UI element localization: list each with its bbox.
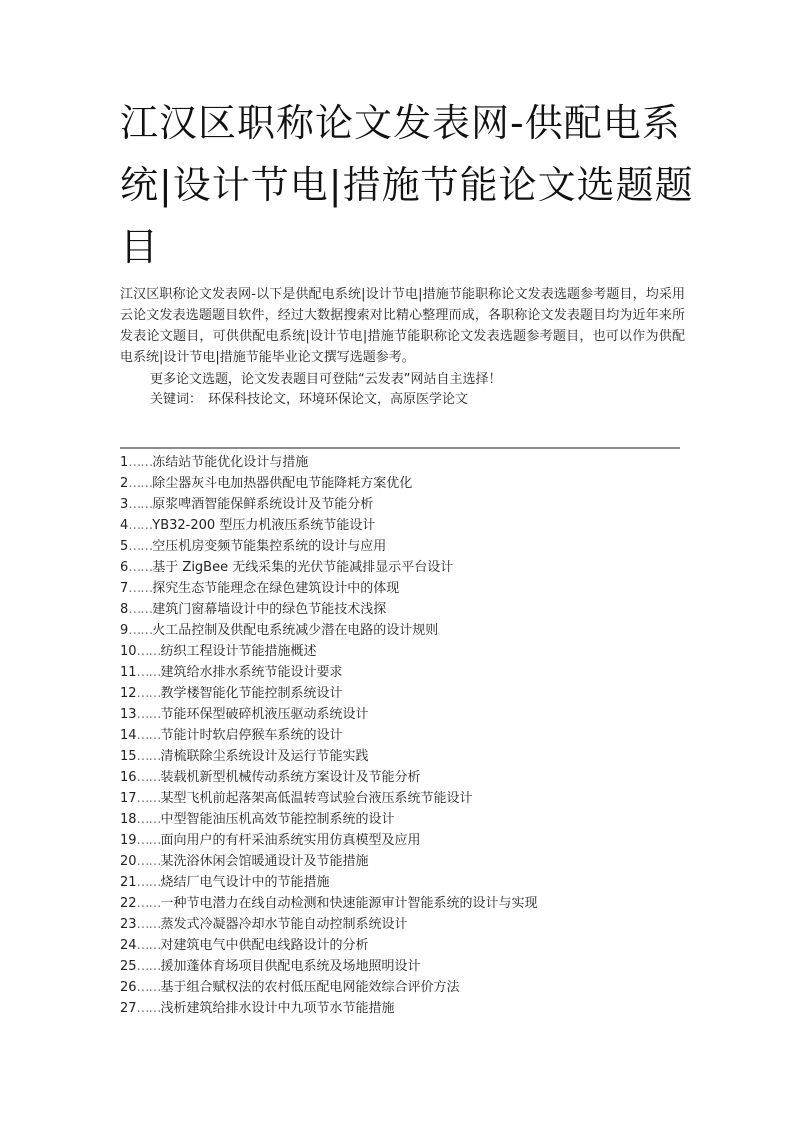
topic-text: 节能环保型破碎机液压驱动系统设计 bbox=[160, 707, 369, 722]
topic-item bbox=[120, 557, 680, 578]
page-title: 江汉区职称论文发表网-供配电系统|设计节电|措施节能论文选题题目 bbox=[120, 101, 694, 269]
topic-separator: …… bbox=[136, 959, 161, 974]
topic-separator: …… bbox=[128, 560, 153, 575]
topic-number: 5 bbox=[120, 539, 129, 554]
topic-number: 6 bbox=[120, 560, 129, 575]
topic-item bbox=[120, 704, 680, 725]
topic-separator: …… bbox=[128, 623, 153, 638]
topic-item bbox=[120, 578, 680, 599]
topic-separator: …… bbox=[136, 917, 161, 932]
topic-text: 援加蓬体育场项目供配电系统及场地照明设计 bbox=[160, 959, 421, 974]
topic-separator: …… bbox=[128, 581, 153, 596]
topic-separator: …… bbox=[136, 749, 161, 764]
topic-separator: …… bbox=[136, 707, 161, 722]
topic-item bbox=[120, 536, 680, 557]
topic-text: 装载机新型机械传动系统方案设计及节能分析 bbox=[160, 770, 421, 785]
topic-item bbox=[120, 767, 680, 788]
more-topics-note: 更多论文选题，论文发表题目可登陆“云发表”网站自主选择！ bbox=[150, 372, 502, 387]
topic-number: 21 bbox=[120, 875, 137, 890]
topic-text: 中型智能油压机高效节能控制系统的设计 bbox=[160, 812, 395, 827]
topic-item bbox=[120, 599, 680, 620]
topic-separator: …… bbox=[136, 770, 161, 785]
topic-text: 某洗浴休闲会馆暖通设计及节能措施 bbox=[160, 854, 369, 869]
topic-separator: …… bbox=[128, 476, 153, 491]
topic-text: 建筑给水排水系统节能设计要求 bbox=[160, 665, 343, 680]
keywords-value: 环保科技论文，环境环保论文，高原医学论文 bbox=[208, 392, 469, 407]
topic-number: 27 bbox=[120, 1001, 137, 1016]
topic-number: 15 bbox=[120, 749, 137, 764]
topic-text: 基于组合赋权法的农村低压配电网能效综合评价方法 bbox=[160, 980, 460, 995]
divider bbox=[120, 447, 680, 449]
topic-number: 19 bbox=[120, 833, 137, 848]
topic-text: 一种节电潜力在线自动检测和快速能源审计智能系统的设计与实现 bbox=[160, 896, 538, 911]
topic-number: 17 bbox=[120, 791, 137, 806]
topic-item bbox=[120, 935, 680, 956]
topic-text: 烧结厂电气设计中的节能措施 bbox=[160, 875, 330, 890]
topic-number: 2 bbox=[120, 476, 129, 491]
topic-item bbox=[120, 515, 680, 536]
topic-number: 23 bbox=[120, 917, 137, 932]
topic-item bbox=[120, 830, 680, 851]
topic-text: 基于 ZigBee 无线采集的光伏节能减排显示平台设计 bbox=[152, 560, 454, 575]
topic-text: 教学楼智能化节能控制系统设计 bbox=[160, 686, 343, 701]
topic-number: 7 bbox=[120, 581, 129, 596]
topic-item bbox=[120, 809, 680, 830]
topic-item bbox=[120, 851, 680, 872]
topic-separator: …… bbox=[128, 497, 153, 512]
topic-text: 原浆啤酒智能保鲜系统设计及节能分析 bbox=[152, 497, 374, 512]
topic-separator: …… bbox=[136, 854, 161, 869]
topic-separator: …… bbox=[136, 833, 161, 848]
topic-separator: …… bbox=[136, 1001, 161, 1016]
topic-item bbox=[120, 473, 680, 494]
topic-item bbox=[120, 452, 680, 473]
topic-text: 浅析建筑给排水设计中九项节水节能措施 bbox=[160, 1001, 395, 1016]
topic-item bbox=[120, 662, 680, 683]
topic-text: 蒸发式冷凝器冷却水节能自动控制系统设计 bbox=[160, 917, 408, 932]
topic-list bbox=[120, 452, 680, 1019]
topic-item bbox=[120, 746, 680, 767]
topic-text: 纺织工程设计节能措施概述 bbox=[160, 644, 317, 659]
topic-number: 25 bbox=[120, 959, 137, 974]
topic-number: 24 bbox=[120, 938, 137, 953]
topic-separator: …… bbox=[136, 665, 161, 680]
topic-number: 20 bbox=[120, 854, 137, 869]
topic-number: 16 bbox=[120, 770, 137, 785]
topic-text: 面向用户的有杆采油系统实用仿真模型及应用 bbox=[160, 833, 421, 848]
topic-text: 火工品控制及供配电系统减少潜在电路的设计规则 bbox=[152, 623, 439, 638]
keywords-label: 关键词： bbox=[150, 392, 203, 407]
topic-separator: …… bbox=[136, 980, 161, 995]
topic-separator: …… bbox=[128, 518, 153, 533]
topic-number: 26 bbox=[120, 980, 137, 995]
topic-number: 9 bbox=[120, 623, 129, 638]
topic-text: 清梳联除尘系统设计及运行节能实践 bbox=[160, 749, 369, 764]
topic-separator: …… bbox=[136, 812, 161, 827]
topic-item bbox=[120, 914, 680, 935]
topic-item bbox=[120, 725, 680, 746]
intro-paragraph: 江汉区职称论文发表网-以下是供配电系统|设计节电|措施节能职称论文发表选题参考题目，均采用云论文发表选题题目软件，经过大数据搜索对比精心整理而成，各职称论文发表题目均为近年来所发表论文题目，可供供配电系统|设计节电|措施节能职称论文发表选题参考题目，也可以作为供配电系统|设计节电|措施节能毕业论文撰写选题参考。 bbox=[120, 287, 685, 365]
topic-separator: …… bbox=[136, 875, 161, 890]
topic-text: 探究生态节能理念在绿色建筑设计中的体现 bbox=[152, 581, 400, 596]
keywords-line bbox=[150, 389, 468, 410]
topic-number: 3 bbox=[120, 497, 129, 512]
topic-number: 10 bbox=[120, 644, 137, 659]
topic-item bbox=[120, 872, 680, 893]
topic-item bbox=[120, 620, 680, 641]
topic-item bbox=[120, 893, 680, 914]
topic-text: 节能计时软启停猴车系统的设计 bbox=[160, 728, 343, 743]
topic-item bbox=[120, 641, 680, 662]
topic-number: 11 bbox=[120, 665, 137, 680]
topic-number: 1 bbox=[120, 455, 129, 470]
topic-item bbox=[120, 998, 680, 1019]
topic-number: 12 bbox=[120, 686, 137, 701]
topic-separator: …… bbox=[128, 539, 153, 554]
topic-separator: …… bbox=[136, 728, 161, 743]
topic-item bbox=[120, 494, 680, 515]
topic-separator: …… bbox=[136, 686, 161, 701]
topic-separator: …… bbox=[136, 896, 161, 911]
topic-number: 18 bbox=[120, 812, 137, 827]
topic-text: 建筑门窗幕墙设计中的绿色节能技术浅探 bbox=[152, 602, 387, 617]
topic-separator: …… bbox=[136, 644, 161, 659]
topic-item bbox=[120, 977, 680, 998]
topic-separator: …… bbox=[128, 455, 153, 470]
topic-text: 某型飞机前起落架高低温转弯试验台液压系统节能设计 bbox=[160, 791, 473, 806]
topic-text: YB32-200 型压力机液压系统节能设计 bbox=[152, 518, 376, 533]
topic-separator: …… bbox=[136, 938, 161, 953]
topic-number: 8 bbox=[120, 602, 129, 617]
topic-number: 14 bbox=[120, 728, 137, 743]
topic-separator: …… bbox=[136, 791, 161, 806]
topic-text: 空压机房变频节能集控系统的设计与应用 bbox=[152, 539, 387, 554]
topic-item bbox=[120, 788, 680, 809]
topic-item bbox=[120, 683, 680, 704]
topic-number: 4 bbox=[120, 518, 129, 533]
topic-text: 冻结站节能优化设计与措施 bbox=[152, 455, 309, 470]
topic-text: 除尘器灰斗电加热器供配电节能降耗方案优化 bbox=[152, 476, 413, 491]
topic-number: 22 bbox=[120, 896, 137, 911]
topic-text: 对建筑电气中供配电线路设计的分析 bbox=[160, 938, 369, 953]
topic-number: 13 bbox=[120, 707, 137, 722]
topic-item bbox=[120, 956, 680, 977]
topic-separator: …… bbox=[128, 602, 153, 617]
